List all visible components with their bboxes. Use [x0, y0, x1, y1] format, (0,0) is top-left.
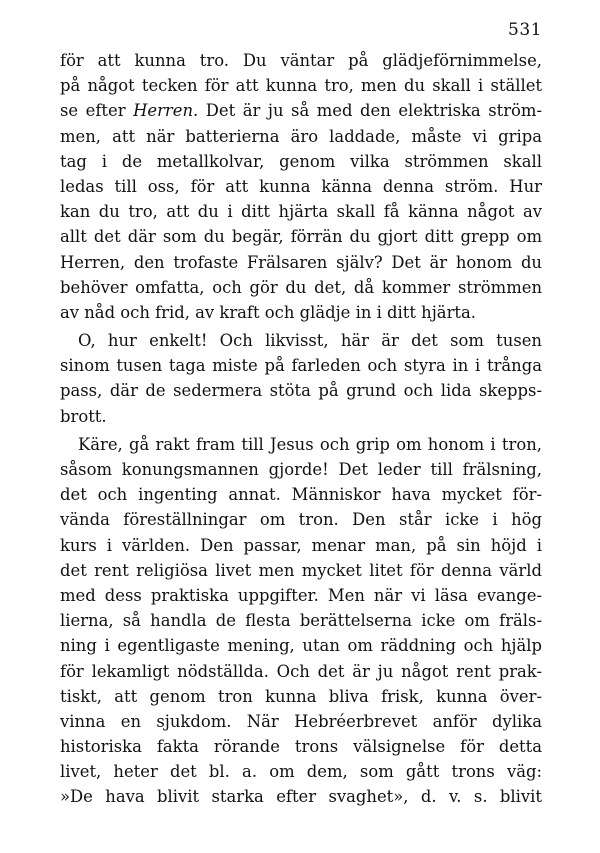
- body-text: [60, 48, 542, 810]
- paragraph-2: [60, 328, 542, 429]
- text-line: ledas till oss, för att kunna känna denna ström. Hur: [60, 176, 542, 196]
- text-line: med dess praktiska uppgifter. Men när vi läsa evange-: [60, 585, 542, 605]
- text-line: livet, heter det bl. a. om dem, som gått trons väg:: [60, 762, 542, 782]
- text-line: men, att när batterierna äro laddade, måste vi gripa: [60, 126, 542, 146]
- text-line: behöver omfatta, och gör du det, då kommer strömmen: [60, 277, 542, 297]
- text-line: för att kunna tro. Du väntar på glädjeförnimmelse,: [60, 51, 542, 70]
- text-line: det rent religiösa livet men mycket litet för denna värld: [60, 560, 542, 580]
- text-line: vinna en sjukdom. När Hebréerbrevet anför dylika: [60, 711, 542, 731]
- text-line: »De hava blivit starka efter svaghet», d. v. s. blivit: [60, 787, 542, 807]
- text-line: pass, där de sedermera stöta på grund och lida skepps-: [60, 381, 542, 401]
- text-line: [60, 98, 542, 123]
- text-line: av nåd och frid, av kraft och glädje in i ditt hjärta.: [60, 302, 476, 322]
- text-line: sinom tusen taga miste på farleden och styra in i trånga: [60, 356, 542, 376]
- text-line: på något tecken för att kunna tro, men du skall i stället: [60, 76, 542, 96]
- text-line: såsom konungsmannen gjorde! Det leder till frälsning,: [60, 460, 542, 479]
- emphasized-word: Herren.: [133, 101, 199, 121]
- text-line: Käre, gå rakt fram till Jesus och grip om honom i tron,: [78, 434, 542, 454]
- text-line: brott.: [60, 406, 107, 426]
- text-line: ning i egentligaste mening, utan om räddning och hjälp: [60, 636, 542, 656]
- text-line-end: Det är ju så med den elektriska ström-: [198, 101, 542, 121]
- text-line: Herren, den trofaste Frälsaren själv? Det är honom du: [60, 252, 542, 272]
- text-line: tag i de metallkolvar, genom vilka strömmen skall: [60, 151, 542, 171]
- text-line: allt det där som du begär, förrän du gjort ditt grepp om: [60, 227, 542, 247]
- text-line: lierna, så handla de flesta berättelserna icke om fräls-: [60, 611, 542, 631]
- text-line: historiska fakta rörande trons välsignelse för detta: [60, 737, 542, 757]
- text-line: O, hur enkelt! Och likvisst, här är det som tusen: [78, 331, 542, 351]
- text-line: det och ingenting annat. Människor hava mycket för-: [60, 485, 542, 505]
- text-line-start: se efter: [60, 101, 134, 121]
- text-line: vända föreställningar om tron. Den står icke i hög: [60, 510, 542, 530]
- text-line: tiskt, att genom tron kunna bliva frisk, kunna över-: [60, 686, 542, 706]
- paragraph-3: [60, 432, 542, 810]
- paragraph-1: [60, 48, 542, 325]
- text-line: kurs i världen. Den passar, menar man, på sin höjd i: [60, 535, 542, 555]
- page-number: 531: [508, 20, 542, 40]
- text-line: för lekamligt nödställda. Och det är ju något rent prak-: [60, 661, 542, 681]
- text-line: kan du tro, att du i ditt hjärta skall få känna något av: [60, 202, 542, 222]
